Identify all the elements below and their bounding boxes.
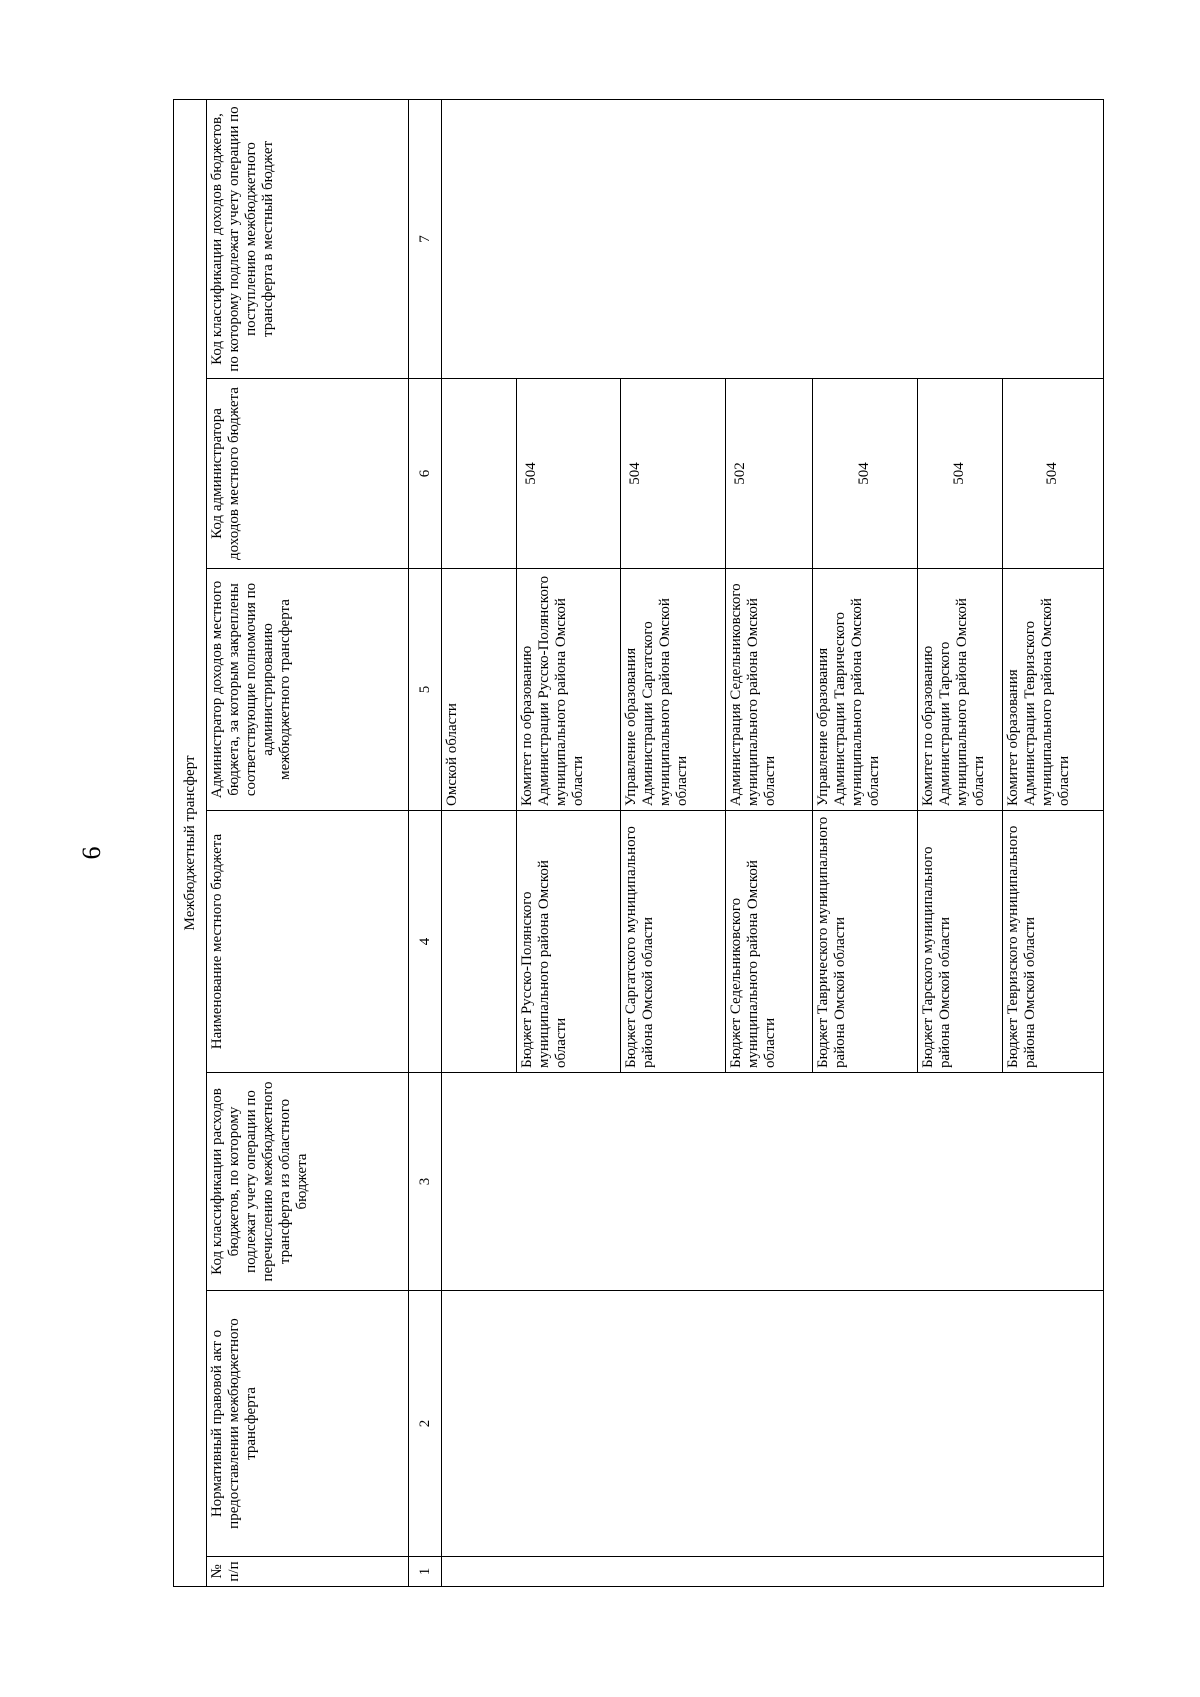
budget-name-cell: Бюджет Таврического муниципального района Омской области [813, 811, 917, 1073]
budget-name-cell: Бюджет Русско-Полянского муниципального района Омской области [516, 811, 620, 1073]
page-number: 6 [77, 846, 106, 860]
administrator-cell: Управление образования Администрации Таврического муниципального района Омской области [813, 569, 917, 811]
column-number: 7 [409, 99, 442, 378]
header-expense-code: Код классификации расходов бюджетов, по которому подлежат учету операции по перечислению межбюджетного трансферта из областного бюджета [207, 1073, 409, 1291]
header-row [207, 99, 409, 1586]
region-cell: Омской области [442, 569, 517, 811]
administrator-cell: Комитет по образованию Администрации Тарского муниципального района Омской области [917, 569, 1002, 811]
admin-code-cell: 504 [621, 379, 725, 569]
table-caption-row [174, 99, 207, 1586]
administrator-cell: Управление образования Администрации Саргатского муниципального района Омской области [621, 569, 725, 811]
income-code-cell [442, 99, 1104, 378]
table-wrapper [173, 100, 1104, 1587]
administrator-cell: Администрация Седельниковского муниципального района Омской области [725, 569, 812, 811]
budget-name-cell: Бюджет Тевризского муниципального района Омской области [1002, 811, 1103, 1073]
header-budget-name: Наименование местного бюджета [207, 811, 409, 1073]
column-number: 3 [409, 1073, 442, 1291]
administrator-cell: Комитет образования Администрации Тевризского муниципального района Омской области [1002, 569, 1103, 811]
admin-code-cell: 504 [1002, 379, 1103, 569]
admin-code-cell: 502 [725, 379, 812, 569]
budget-name-cell [442, 811, 517, 1073]
header-administrator: Администратор доходов местного бюджета, за которым закреплены соответствующие полномочия по администрированию межбюджетного трансферта [207, 569, 409, 811]
admin-code-cell [442, 379, 517, 569]
header-legal-act: Нормативный правовой акт о предоставлении межбюджетного трансферта [207, 1291, 409, 1557]
transfer-table [173, 99, 1104, 1587]
column-number: 4 [409, 811, 442, 1073]
admin-code-cell: 504 [813, 379, 917, 569]
expense-code-cell [442, 1073, 1104, 1291]
column-number: 2 [409, 1291, 442, 1557]
header-income-code: Код классификации доходов бюджетов, по которому подлежат учету операции по поступлению межбюджетного трансферта в местный бюджет [207, 99, 409, 378]
table-caption: Межбюджетный трансферт [174, 99, 207, 1586]
column-number: 6 [409, 379, 442, 569]
number-cell [442, 1557, 1104, 1587]
region-row [442, 99, 517, 1586]
administrator-cell: Комитет по образованию Администрации Русско-Полянского муниципального района Омской области [516, 569, 620, 811]
header-number: № п/п [207, 1557, 409, 1587]
header-admin-code: Код администратора доходов местного бюджета [207, 379, 409, 569]
column-number: 5 [409, 569, 442, 811]
column-number-row [409, 99, 442, 1586]
admin-code-cell: 504 [917, 379, 1002, 569]
budget-name-cell: Бюджет Седельниковского муниципального района Омской области [725, 811, 812, 1073]
budget-name-cell: Бюджет Саргатского муниципального района Омской области [621, 811, 725, 1073]
admin-code-cell: 504 [516, 379, 620, 569]
legal-act-cell [442, 1291, 1104, 1557]
column-number: 1 [409, 1557, 442, 1587]
budget-name-cell: Бюджет Тарского муниципального района Омской области [917, 811, 1002, 1073]
